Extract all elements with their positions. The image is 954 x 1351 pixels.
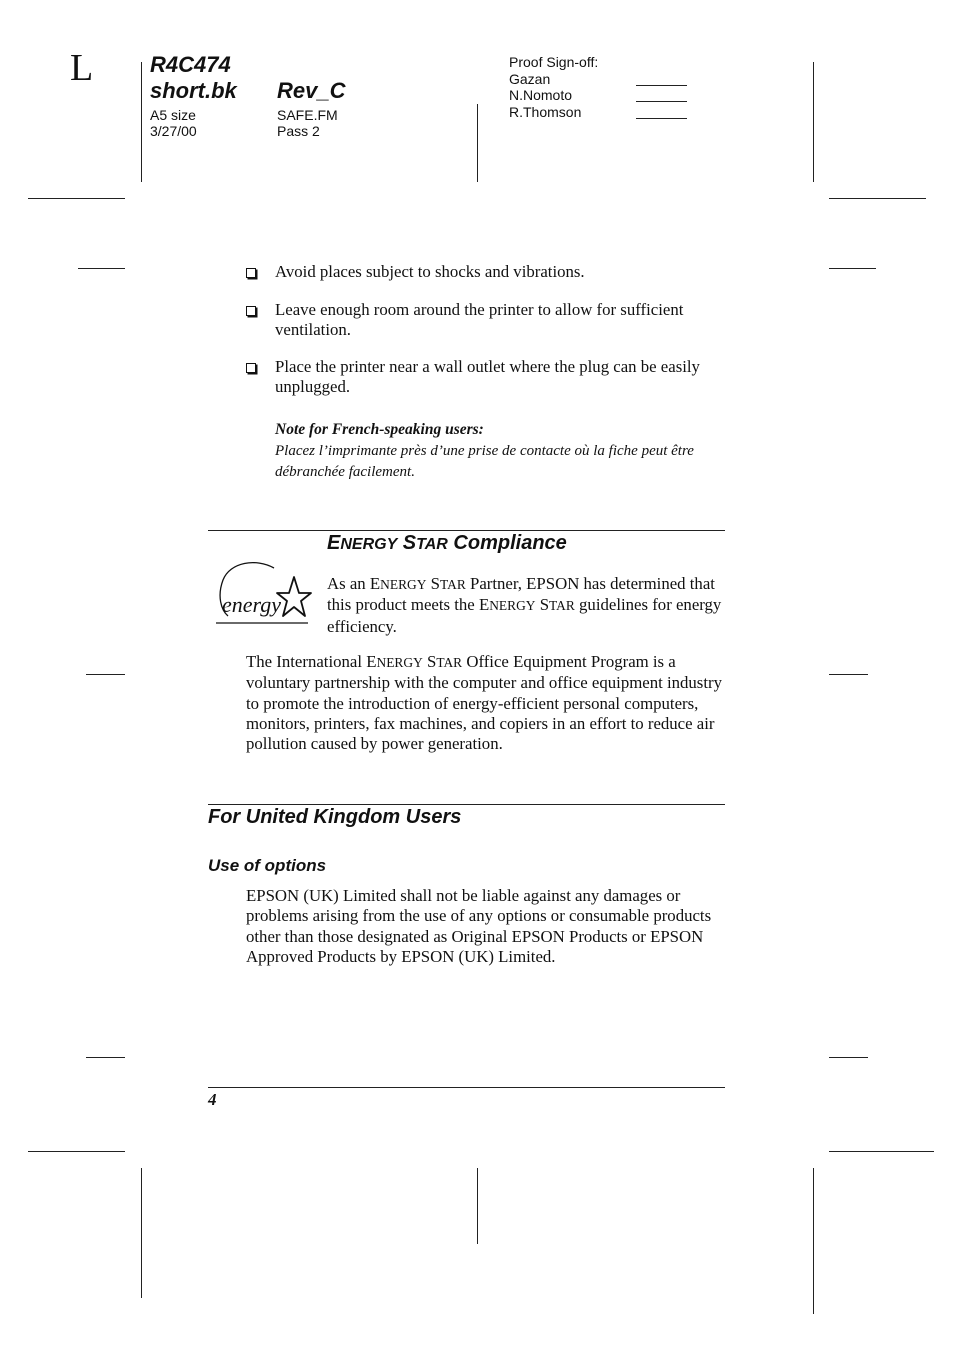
note-title: Note for French-speaking users: <box>275 421 484 438</box>
text-run: As an <box>327 574 370 593</box>
crop-mark <box>829 1151 934 1152</box>
bullet-item: Avoid places subject to shocks and vibrations. <box>275 262 585 281</box>
signoff-name: N.Nomoto <box>509 87 573 103</box>
crop-mark <box>477 1168 478 1244</box>
text-run: Partner, EPSON has determined that this product meets the <box>327 574 715 615</box>
crop-mark <box>141 1168 142 1298</box>
crop-mark <box>829 268 876 269</box>
text-run: The International <box>246 652 367 671</box>
energy-star-heading: ENERGY STAR Compliance <box>327 532 567 554</box>
proof-signoff-block <box>509 54 598 120</box>
crop-mark <box>813 1168 814 1314</box>
crop-mark <box>28 198 125 199</box>
text-run: Office Equipment Program is a voluntary partnership with the computer and office equipment industry to promote the introduction of energy-efficient personal computers, monitors, printers, fax machines, and copiers in an effort to reduce air pollution caused by power generation. <box>246 652 722 754</box>
crop-mark <box>477 104 478 182</box>
crop-mark <box>141 62 142 182</box>
proof-signoff-title: Proof Sign-off: <box>509 54 599 70</box>
signoff-line <box>636 101 687 102</box>
uk-subheading: Use of options <box>208 856 327 875</box>
header-code: R4C474 <box>150 52 231 77</box>
footer-rule <box>208 1087 725 1088</box>
header-file: SAFE.FM <box>277 107 338 123</box>
note-text: Placez l’imprimante près d’une prise de contacte où la fiche peut être débranchée facilement. <box>275 443 694 480</box>
crop-mark <box>86 674 125 675</box>
signoff-name: Gazan <box>509 70 551 87</box>
energy-program-paragraph: The International ENERGY STAR Office Equipment Program is a voluntary partnership with the computer and office equipment industry to promote the introduction of energy-efficient personal computers, monitors, printers, fax machines, and copiers in an effort to reduce air pollution caused by power generation. <box>246 652 722 754</box>
uk-paragraph: EPSON (UK) Limited shall not be liable against any damages or problems arising from the use of any options or consumable products other than those designated as Original EPSON Products or EPSON Approved Products by EPSON (UK) Limited. <box>246 886 712 966</box>
crop-mark <box>829 674 868 675</box>
heading-text: Compliance <box>453 532 567 554</box>
energy-logo-text: energy <box>222 592 282 617</box>
signoff-line <box>636 85 687 86</box>
signoff-name: R.Thomson <box>509 103 582 120</box>
header-size: A5 size <box>150 107 196 123</box>
signoff-line <box>636 118 687 119</box>
bullet-item: Leave enough room around the printer to allow for sufficient ventilation. <box>275 300 684 340</box>
margin-mark-letter: L <box>70 47 94 89</box>
header-rev: Rev_C <box>277 78 346 103</box>
section-rule <box>208 530 725 531</box>
section-rule <box>208 804 725 805</box>
crop-mark <box>829 1057 868 1058</box>
bullet-item: Place the printer near a wall outlet where the plug can be easily unplugged. <box>275 357 700 397</box>
crop-mark <box>813 62 814 182</box>
crop-mark <box>28 1151 125 1152</box>
energy-partner-paragraph: As an ENERGY STAR Partner, EPSON has determined that this product meets the ENERGY STAR guidelines for energy efficiency. <box>327 574 722 636</box>
bullet-box-icon <box>246 268 256 278</box>
crop-mark <box>78 268 125 269</box>
bullet-box-icon <box>246 306 256 316</box>
header-book: short.bk <box>150 78 237 103</box>
crop-mark <box>829 198 926 199</box>
page-number: 4 <box>208 1090 217 1109</box>
text-run: guidelines for energy efficiency. <box>327 595 722 636</box>
header-date: 3/27/00 <box>150 123 197 139</box>
energy-star-logo-icon <box>214 560 312 626</box>
header-pass: Pass 2 <box>277 123 320 139</box>
crop-mark <box>86 1057 125 1058</box>
bullet-box-icon <box>246 363 256 373</box>
uk-heading: For United Kingdom Users <box>208 806 462 828</box>
